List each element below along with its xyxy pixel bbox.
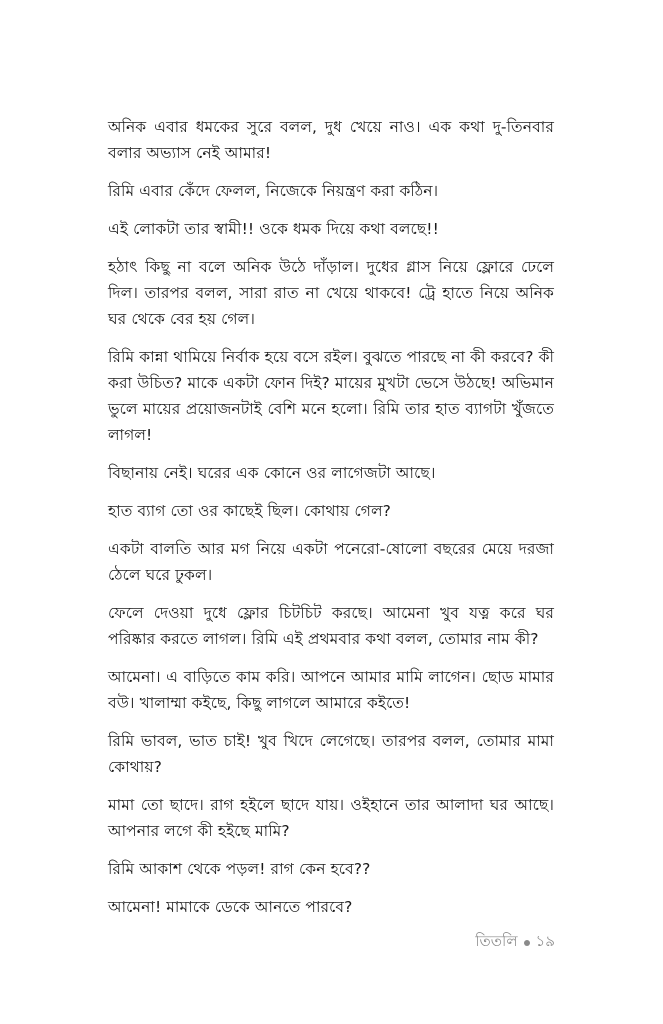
paragraph: রিমি ভাবল, ভাত চাই! খুব খিদে লেগেছে। তারপর বলল, তোমার মামা কোথায়?	[108, 732, 554, 776]
page-footer	[475, 930, 555, 955]
paragraph: রিমি এবার কেঁদে ফেলল, নিজেকে নিয়ন্ত্রণ করা কঠিন।	[108, 182, 439, 200]
paragraph: রিমি কান্না থামিয়ে নির্বাক হয়ে বসে রইল। বুঝতে পারছে না কী করবে? কী করা উচিত? মাকে একটা ফোন দিই? মায়ের মুখটা ভেসে উঠছে! অভিমান ভুলে মায়ের প্রয়োজনটাই বেশি মনে হলো। রিমি তার হাত ব্যাগটা খুঁজতে লাগল!	[108, 348, 554, 444]
paragraph: আমেনা। এ বাড়িতে কাম করি। আপনে আমার মামি লাগেন। ছোড মামার বউ। খালাম্মা কইছে, কিছু লাগলে আমারে কইতে!	[108, 668, 554, 712]
paragraph: বিছানায় নেই। ঘরের এক কোনে ওর লাগেজটা আছে।	[108, 464, 436, 482]
paragraph: এই লোকটা তার স্বামী!! ওকে ধমক দিয়ে কথা বলছে!!	[108, 220, 439, 238]
book-title: তিতলি	[475, 932, 518, 950]
paragraph: ফেলে দেওয়া দুধে ফ্লোর চিটচিট করছে। আমেনা খুব যত্ন করে ঘর পরিষ্কার করতে লাগল। রিমি এই প্রথমবার কথা বলল, তোমার নাম কী?	[108, 604, 554, 648]
page-number: ১৯	[535, 932, 555, 950]
paragraph: হঠাৎ কিছু না বলে অনিক উঠে দাঁড়াল। দুধের গ্লাস নিয়ে ফ্লোরে ঢেলে দিল। তারপর বলল, সারা রাত না খেয়ে থাকবে! ট্রে হাতে নিয়ে অনিক ঘর থেকে বের হয় গেল।	[108, 258, 554, 328]
paragraph: একটা বালতি আর মগ নিয়ে একটা পনেরো-ষোলো বছরের মেয়ে দরজা ঠেলে ঘরে ঢুকল।	[108, 540, 554, 584]
paragraph: অনিক এবার ধমকের সুরে বলল, দুধ খেয়ে নাও। এক কথা দু-তিনবার বলার অভ্যাস নেই আমার!	[108, 118, 554, 162]
body-text	[108, 114, 554, 932]
paragraph: রিমি আকাশ থেকে পড়ল! রাগ কেন হবে??	[108, 860, 371, 878]
bullet-separator-icon	[524, 940, 530, 946]
paragraph: আমেনা! মামাকে ডেকে আনতে পারবে?	[108, 898, 353, 916]
paragraph: হাত ব্যাগ তো ওর কাছেই ছিল। কোথায় গেল?	[108, 502, 391, 520]
paragraph: মামা তো ছাদে। রাগ হইলে ছাদে যায়। ওইহানে তার আলাদা ঘর আছে। আপনার লগে কী হইছে মামি?	[108, 796, 554, 840]
